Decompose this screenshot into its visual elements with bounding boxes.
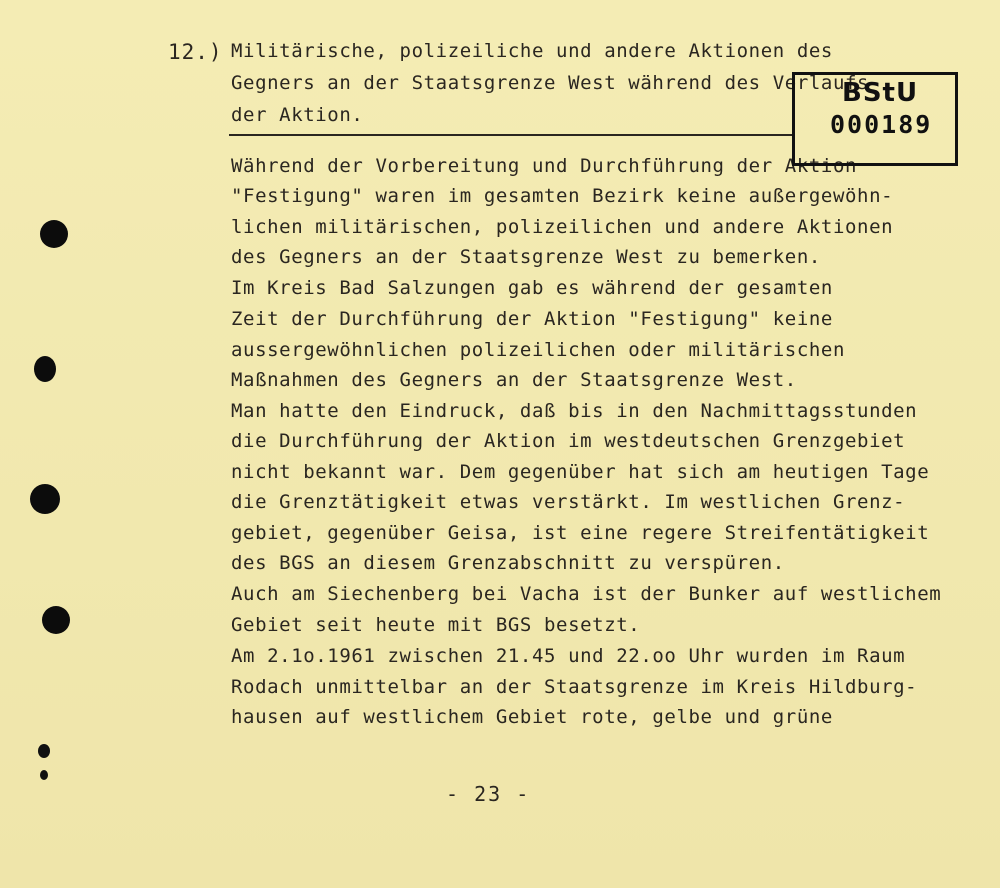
body-line: Im Kreis Bad Salzungen gab es während der gesamten xyxy=(231,277,833,299)
punch-hole xyxy=(34,356,56,382)
body-line: Am 2.1o.1961 zwischen 21.45 und 22.oo Uhr wurden im Raum xyxy=(231,645,906,667)
body-line: Gebiet seit heute mit BGS besetzt. xyxy=(231,614,641,636)
heading-line-2: Gegners an der Staatsgrenze West während des Verlaufs xyxy=(231,72,870,94)
body-line: nicht bekannt war. Dem gegenüber hat sich am heutigen Tage xyxy=(231,461,930,483)
heading-underline xyxy=(229,134,794,136)
stamp-number: 000189 xyxy=(830,110,933,139)
section-number: 12.) xyxy=(168,40,223,64)
body-line: des Gegners an der Staatsgrenze West zu bemerken. xyxy=(231,246,821,268)
heading-line-3: der Aktion. xyxy=(231,104,364,126)
punch-hole xyxy=(30,484,60,514)
body-line: Auch am Siechenberg bei Vacha ist der Bunker auf westlichem xyxy=(231,583,942,605)
body-line: die Durchführung der Aktion im westdeutschen Grenzgebiet xyxy=(231,430,906,452)
body-line: Zeit der Durchführung der Aktion "Festigung" keine xyxy=(231,308,833,330)
page-number: - 23 - xyxy=(446,782,531,806)
body-line: Rodach unmittelbar an der Staatsgrenze im Kreis Hildburg- xyxy=(231,676,918,698)
stamp-title: BStU xyxy=(842,78,919,108)
heading-line-1: Militärische, polizeiliche und andere Aktionen des xyxy=(231,40,833,62)
body-line: des BGS an diesem Grenzabschnitt zu verspüren. xyxy=(231,552,785,574)
body-line: lichen militärischen, polizeilichen und andere Aktionen xyxy=(231,216,894,238)
body-line: "Festigung" waren im gesamten Bezirk keine außergewöhn- xyxy=(231,185,894,207)
body-line: die Grenztätigkeit etwas verstärkt. Im westlichen Grenz- xyxy=(231,491,906,513)
body-line: hausen auf westlichem Gebiet rote, gelbe und grüne xyxy=(231,706,833,728)
body-line: Während der Vorbereitung und Durchführung der Aktion xyxy=(231,155,858,177)
body-line: aussergewöhnlichen polizeilichen oder militärischen xyxy=(231,339,845,361)
punch-hole xyxy=(40,220,68,248)
body-line: gebiet, gegenüber Geisa, ist eine regere Streifentätigkeit xyxy=(231,522,930,544)
punch-hole xyxy=(42,606,70,634)
ink-speck xyxy=(38,744,50,758)
body-line: Maßnahmen des Gegners an der Staatsgrenze West. xyxy=(231,369,797,391)
body-line: Man hatte den Eindruck, daß bis in den Nachmittagsstunden xyxy=(231,400,918,422)
ink-speck xyxy=(40,770,48,780)
